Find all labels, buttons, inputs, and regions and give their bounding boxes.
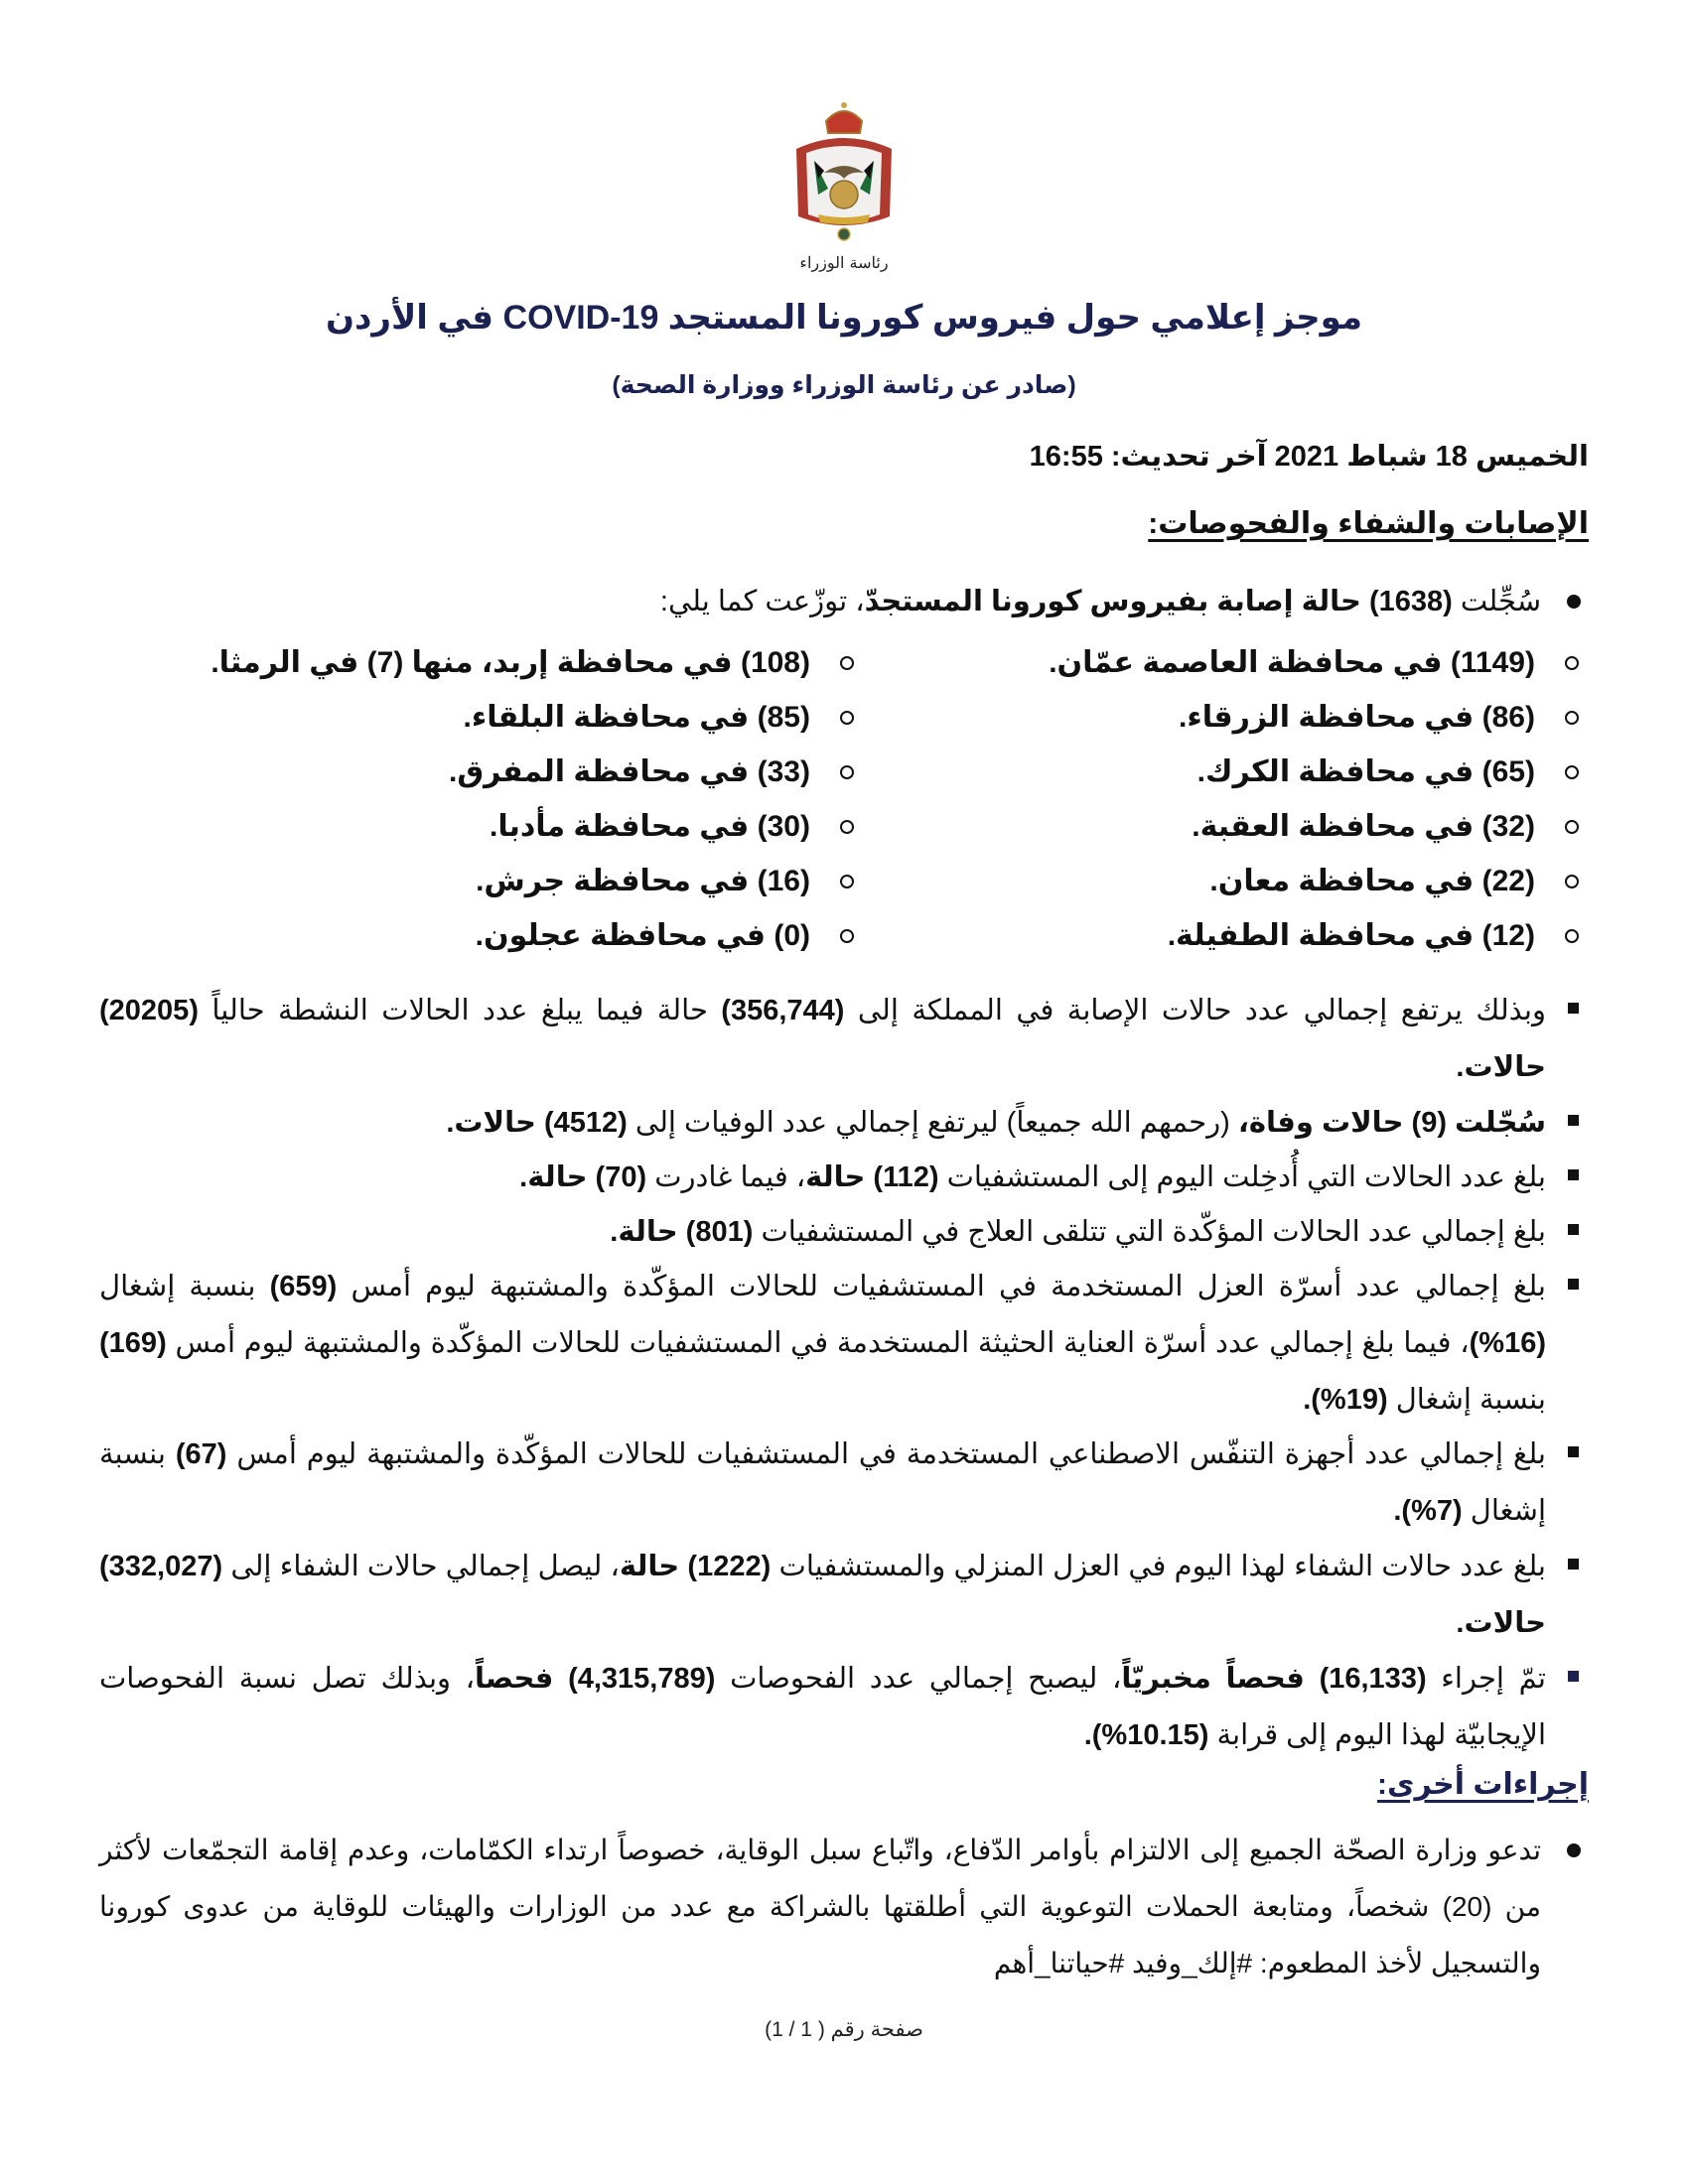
bullet-square-icon xyxy=(1568,1279,1579,1290)
governorate-item: (65) في محافظة الكرك. xyxy=(1049,745,1589,799)
jordan-coat-of-arms-logo xyxy=(784,99,904,283)
governorate-item: (33) في محافظة المفرق. xyxy=(211,745,864,799)
governorate-item: (86) في محافظة الزرقاء. xyxy=(1049,690,1589,745)
governorate-item: (0) في محافظة عجلون. xyxy=(211,908,864,963)
bullet-square-icon xyxy=(1568,1224,1579,1235)
bullet-ring-icon xyxy=(840,820,854,834)
governorate-item: (32) في محافظة العقبة. xyxy=(1049,799,1589,854)
governorate-item: (30) في محافظة مأدبا. xyxy=(211,799,864,854)
stat-ventilators: بلغ إجمالي عدد أجهزة التنفّس الاصطناعي المستخدمة في المستشفيات للحالات المؤكّدة والمشتبهة ليوم أمس (67) بنسبة إشغال (7%). xyxy=(99,1427,1589,1540)
bullet-square-icon xyxy=(1568,1115,1579,1126)
governorate-item: (16) في محافظة جرش. xyxy=(211,854,864,908)
governorate-item: (12) في محافظة الطفيلة. xyxy=(1049,908,1589,963)
stat-hospital-admissions: بلغ عدد الحالات التي أُدخِلت اليوم إلى المستشفيات (112) حالة، فيما غادرت (70) حالة. xyxy=(99,1150,1589,1206)
bullet-ring-icon xyxy=(840,656,854,670)
governorate-item: (1149) في محافظة العاصمة عمّان. xyxy=(1049,635,1589,690)
svg-text:رئاسة الوزراء: رئاسة الوزراء xyxy=(799,253,889,272)
page-number: صفحة رقم ( 1 / 1) xyxy=(765,2018,923,2041)
bullet-ring-icon xyxy=(840,875,854,888)
bullet-square-icon xyxy=(1568,1169,1579,1180)
stat-deaths: سُجّلت (9) حالات وفاة، (رحمهم الله جميعاً) ليرتفع إجمالي عدد الوفيات إلى (4512) حالات. xyxy=(99,1095,1589,1152)
governorate-breakdown-list xyxy=(99,635,1589,963)
page-title: موجز إعلامي حول فيروس كورونا المستجد COVID-19 في الأردن xyxy=(325,299,1363,337)
stat-isolation-icu-beds: بلغ إجمالي عدد أسرّة العزل المستخدمة في المستشفيات للحالات المؤكّدة والمشتبهة ليوم أمس (659) بنسبة إشغال (16%)، فيما بلغ إجمالي عدد أسرّة العناية الحثيثة المستخدمة في المستشفيات للحالات المؤكّدة والمشتبهة ليوم أمس (169) بنسبة إشغال (19%). xyxy=(99,1259,1589,1429)
governorate-item: (22) في محافظة معان. xyxy=(1049,854,1589,908)
bullet-dot-icon xyxy=(1567,1843,1581,1857)
bullet-ring-icon xyxy=(1565,929,1579,943)
bullet-dot-icon xyxy=(1567,595,1581,609)
date-and-update-time: الخميس 18 شباط 2021 آخر تحديث: 16:55 xyxy=(1029,441,1589,473)
bullet-ring-icon xyxy=(1565,711,1579,725)
bullet-ring-icon xyxy=(840,929,854,943)
page-subtitle: (صادر عن رئاسة الوزراء ووزارة الصحة) xyxy=(612,371,1076,399)
bullet-ring-icon xyxy=(1565,656,1579,670)
bullet-ring-icon xyxy=(1565,875,1579,888)
stat-recoveries: بلغ عدد حالات الشفاء لهذا اليوم في العزل المنزلي والمستشفيات (1222) حالة، ليصل إجمالي حالات الشفاء إلى (332,027) حالات. xyxy=(99,1539,1589,1652)
daily-cases-count: (1638) حالة إصابة بفيروس كورونا المستجدّ xyxy=(864,586,1453,617)
section-heading-other-measures: إجراءات أخرى: xyxy=(1376,1768,1589,1801)
governorate-column-left xyxy=(211,635,864,963)
stat-hospitalized-confirmed: بلغ إجمالي عدد الحالات المؤكّدة التي تتلقى العلاج في المستشفيات (801) حالة. xyxy=(99,1204,1589,1261)
other-measures-item: تدعو وزارة الصحّة الجميع إلى الالتزام بأوامر الدّفاع، واتّباع سبل الوقاية، خصوصاً ارتداء الكمّامات، وعدم إقامة التجمّعات لأكثر من (20) شخصاً، ومتابعة الحملات التوعوية التي أطلقتها بالشراكة مع عدد من الوزارات والهيئات للوقاية من عدوى كورونا والتسجيل لأخذ المطعوم: #إلك_وفيد #حياتنا_أهم xyxy=(99,1822,1589,1991)
stat-total-cases: وبذلك يرتفع إجمالي عدد حالات الإصابة في المملكة إلى (356,744) حالة فيما يبلغ عدد الحالات النشطة حالياً (20205) حالات. xyxy=(99,983,1589,1096)
bullet-square-icon xyxy=(1568,1003,1579,1014)
governorate-item: (108) في محافظة إربد، منها (7) في الرمثا. xyxy=(211,635,864,690)
stat-tests: تمّ إجراء (16,133) فحصاً مخبريّاً، ليصبح إجمالي عدد الفحوصات (4,315,789) فحصاً، وبذلك تصل نسبة الفحوصات الإيجابيّة لهذا اليوم إلى قرابة (10.15%). xyxy=(99,1651,1589,1764)
section-heading-cases: الإصابات والشفاء والفحوصات: xyxy=(1148,507,1589,540)
bullet-square-icon xyxy=(1568,1446,1579,1457)
governorate-item: (85) في محافظة البلقاء. xyxy=(211,690,864,745)
bullet-ring-icon xyxy=(1565,820,1579,834)
governorate-column-right xyxy=(1049,635,1589,963)
cases-intro-item: سُجِّلت (1638) حالة إصابة بفيروس كورونا المستجدّ، توزّعت كما يلي: xyxy=(99,584,1589,618)
bullet-ring-icon xyxy=(1565,765,1579,779)
bullet-square-icon xyxy=(1568,1671,1579,1682)
bullet-square-icon xyxy=(1568,1559,1579,1570)
bullet-ring-icon xyxy=(840,711,854,725)
bullet-ring-icon xyxy=(840,765,854,779)
